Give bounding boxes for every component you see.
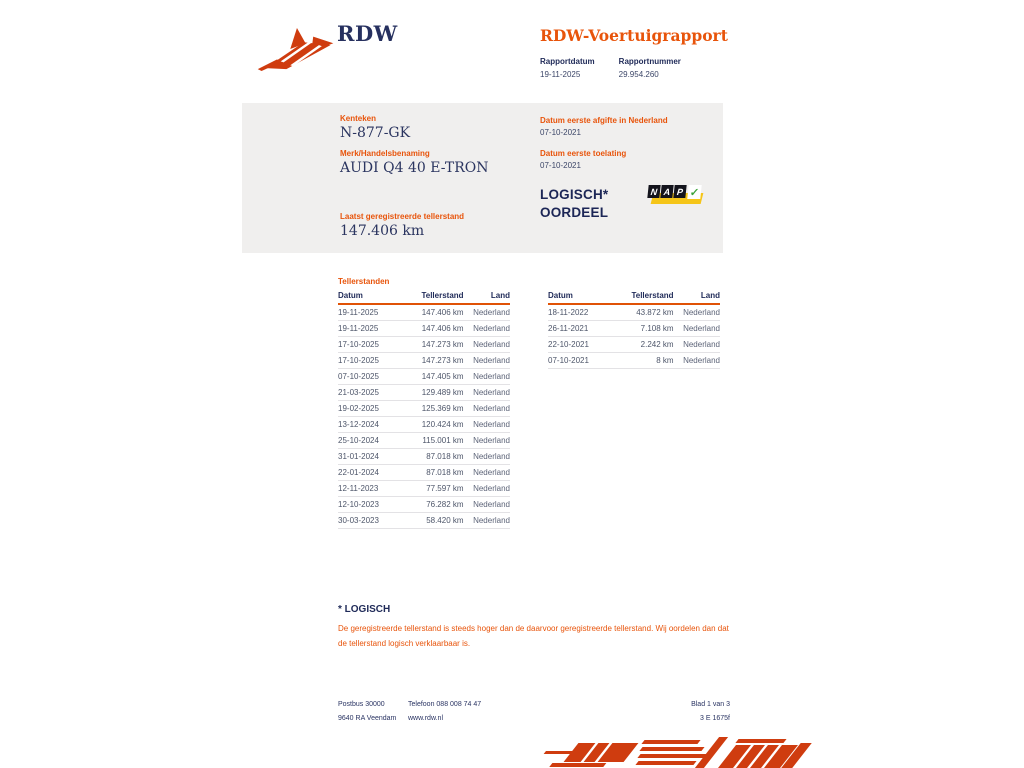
kenteken-group [340,114,410,141]
afgifte-label: Datum eerste afgifte in Nederland [540,116,668,125]
table-cell: 43.872 km [617,304,674,321]
table-cell: 115.001 km [407,433,464,449]
column-header-tellerstand: Tellerstand [407,289,464,304]
table-row [338,304,510,321]
deco-stripe [635,761,696,765]
table-cell: Nederland [464,417,510,433]
toelating-value: 07-10-2021 [540,161,581,170]
table-cell: 147.273 km [407,337,464,353]
rdw-logo-bird-icon [256,27,336,71]
table-cell: 87.018 km [407,465,464,481]
table-cell: 31-01-2024 [338,449,407,465]
table-row [338,481,510,497]
report-number-group [619,57,681,79]
footer-website: www.rdw.nl [408,715,444,722]
table-cell: Nederland [464,497,510,513]
nap-logo-letters [648,185,701,199]
table-row [338,337,510,353]
report-meta [540,57,681,79]
table-cell: Nederland [464,513,510,529]
footer-page-indicator: Blad 1 van 3 [691,701,730,708]
table-row [338,321,510,337]
report-number-value: 29.954.260 [618,70,659,79]
tellerstand-value: 147.406 km [340,223,425,239]
deco-stripe [550,763,607,767]
table-cell: 77.597 km [407,481,464,497]
nap-letter-p: P [673,185,686,198]
table-header-row [338,289,510,304]
table-cell: 147.273 km [407,353,464,369]
document-title: RDW-Voertuigrapport [540,26,728,45]
toelating-group [540,149,626,170]
table-cell: 25-10-2024 [338,433,407,449]
table-cell: Nederland [464,385,510,401]
table-cell: 22-01-2024 [338,465,407,481]
table-cell: 147.406 km [407,304,464,321]
afgifte-group [540,116,668,137]
table-cell: 87.018 km [407,449,464,465]
column-header-tellerstand: Tellerstand [617,289,674,304]
table-cell: 17-10-2025 [338,337,407,353]
table-cell: Nederland [464,433,510,449]
tellerstanden-table-right [548,289,720,369]
rdw-logo-text: RDW [337,21,398,46]
tellerstand-label: Laatst geregistreerde tellerstand [340,212,465,221]
table-cell: 07-10-2025 [338,369,407,385]
column-header-datum: Datum [338,289,407,304]
table-row [338,353,510,369]
toelating-label: Datum eerste toelating [540,149,627,158]
table-cell: Nederland [464,337,510,353]
footer-form-code: 3 E 1675f [700,715,730,722]
table-cell: 26-11-2021 [548,321,617,337]
kenteken-value: N-877-GK [340,125,411,141]
oordeel-line1: LOGISCH* [540,187,609,202]
nap-letter-a: A [660,185,673,198]
table-cell: 120.424 km [407,417,464,433]
table-cell: 22-10-2021 [548,337,617,353]
oordeel-text [540,186,608,222]
vehicle-summary-box [242,103,723,253]
table-cell: Nederland [464,449,510,465]
oordeel-line2: OORDEEL [540,205,609,220]
table-row [338,449,510,465]
deco-stripe [641,740,700,744]
table-row [548,304,720,321]
tellerstanden-left-body [338,304,510,529]
table-cell: Nederland [464,481,510,497]
merk-label: Merk/Handelsbenaming [340,149,430,158]
nap-logo [648,185,706,207]
table-cell: 125.369 km [407,401,464,417]
deco-stripe [637,754,706,758]
footer-address-line2: 9640 RA Veendam [338,715,397,722]
table-cell: Nederland [464,304,510,321]
footer-address [338,701,396,729]
table-cell: 2.242 km [617,337,674,353]
table-cell: 07-10-2021 [548,353,617,369]
table-row [548,353,720,369]
table-cell: 147.405 km [407,369,464,385]
table-cell: 8 km [617,353,674,369]
afgifte-value: 07-10-2021 [540,128,581,137]
table-row [338,385,510,401]
table-cell: 30-03-2023 [338,513,407,529]
rdw-stripes-graphic [543,736,805,768]
table-cell: Nederland [464,401,510,417]
table-cell: 76.282 km [407,497,464,513]
table-cell: 12-10-2023 [338,497,407,513]
merk-group [340,149,489,176]
logisch-footnote [338,604,732,651]
nap-check-icon: ✓ [687,185,701,199]
tellerstanden-right-body [548,304,720,369]
table-row [338,513,510,529]
footnote-title: * LOGISCH [338,604,391,615]
table-row [338,369,510,385]
table-cell: 7.108 km [617,321,674,337]
table-cell: Nederland [674,321,720,337]
column-header-datum: Datum [548,289,617,304]
footer-address-line1: Postbus 30000 [338,701,385,708]
table-row [548,337,720,353]
table-cell: 19-11-2025 [338,321,407,337]
table-cell: 19-02-2025 [338,401,407,417]
table-cell: Nederland [674,304,720,321]
table-row [548,321,720,337]
footer-page-info [691,701,730,729]
table-row [338,417,510,433]
table-row [338,401,510,417]
table-cell: 12-11-2023 [338,481,407,497]
report-date-label: Rapportdatum [540,57,595,66]
footnote-text: De geregistreerde tellerstand is steeds hoger dan de daarvoor geregistreerde tellerstand. Wij oordelen dan dat de tellerstand logisch verklaarbaar is. [338,624,729,648]
deco-stripe [639,747,704,751]
table-cell: 129.489 km [407,385,464,401]
deco-stripe [735,739,786,743]
table-cell: 19-11-2025 [338,304,407,321]
table-row [338,433,510,449]
table-cell: 17-10-2025 [338,353,407,369]
report-date-group [540,57,595,79]
column-header-land: Land [464,289,510,304]
column-header-land: Land [674,289,720,304]
kenteken-label: Kenteken [340,114,377,123]
table-row [338,465,510,481]
table-cell: Nederland [464,465,510,481]
table-cell: 18-11-2022 [548,304,617,321]
table-row [338,497,510,513]
table-cell: Nederland [464,369,510,385]
table-cell: Nederland [674,353,720,369]
tellerstanden-section-label: Tellerstanden [338,277,390,286]
table-cell: 147.406 km [407,321,464,337]
tellerstand-group [340,212,464,239]
nap-letter-n: N [647,185,660,198]
table-cell: Nederland [464,321,510,337]
table-cell: 13-12-2024 [338,417,407,433]
merk-value: AUDI Q4 40 E-TRON [340,160,489,176]
table-cell: Nederland [674,337,720,353]
report-date-value: 19-11-2025 [540,70,581,79]
footer-phone: Telefoon 088 008 74 47 [408,701,482,708]
table-cell: Nederland [464,353,510,369]
tellerstanden-table-left [338,289,510,529]
footer-contact [408,701,481,729]
table-cell: 21-03-2025 [338,385,407,401]
table-header-row [548,289,720,304]
table-cell: 58.420 km [407,513,464,529]
report-number-label: Rapportnummer [618,57,681,66]
